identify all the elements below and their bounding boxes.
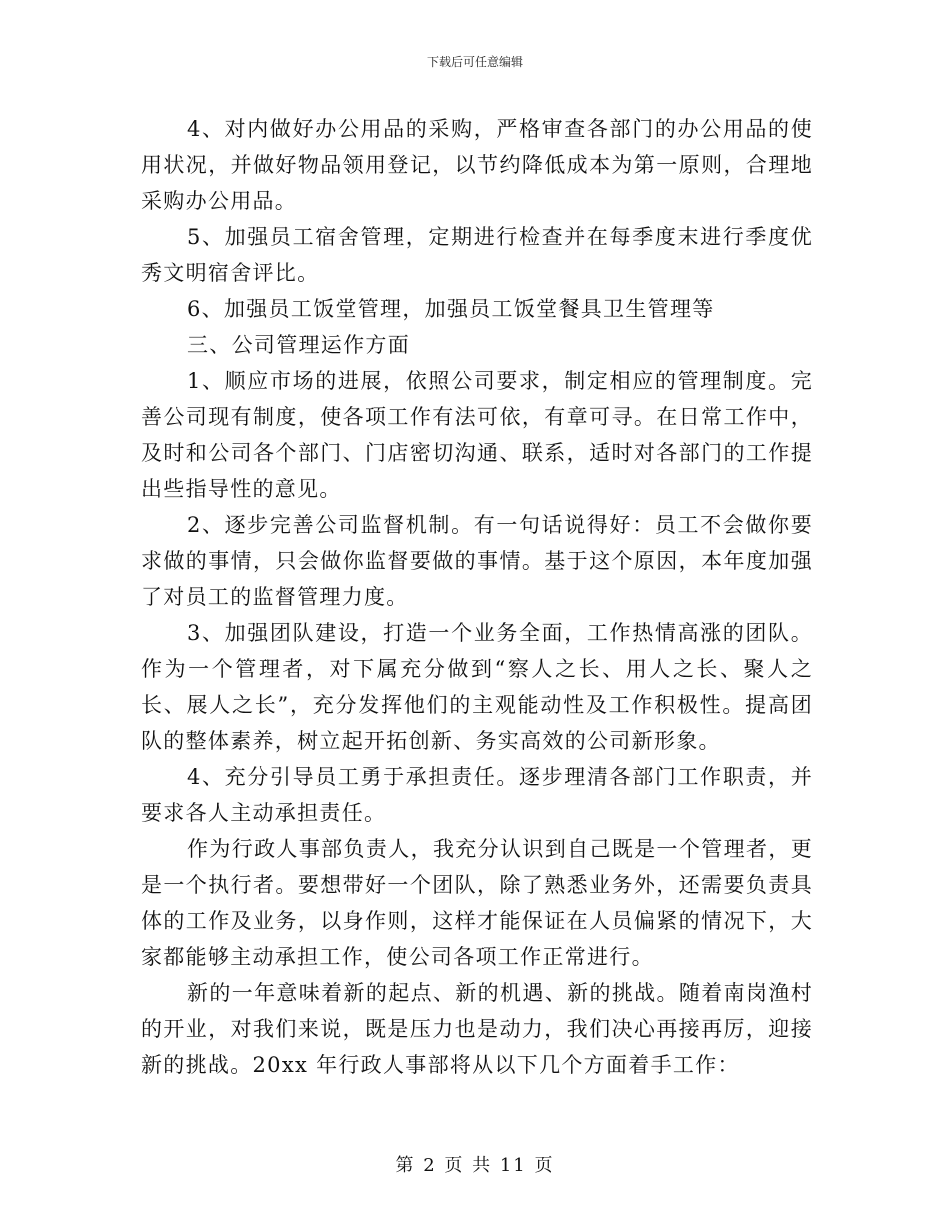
section-heading-management: 三、公司管理运作方面 bbox=[187, 333, 410, 357]
paragraph-team-building: 3、加强团队建设，打造一个业务全面，工作热情高涨的团队。作为一个管理者，对下属充分做到“察人之长、用人之长、聚人之长、展人之长”，充分发挥他们的主观能动性及工作积极性。提高团队的整体素养，树立起开拓创新、务实高效的公司新形象。 bbox=[141, 621, 813, 753]
paragraph-supervision: 2、逐步完善公司监督机制。有一句话说得好：员工不会做你要求做的事情，只会做你监督要做的事情。基于这个原因，本年度加强了对员工的监督管理力度。 bbox=[141, 513, 813, 609]
paragraph-leader-role: 作为行政人事部负责人，我充分认识到自己既是一个管理者，更是一个执行者。要想带好一个团队，除了熟悉业务外，还需要负责具体的工作及业务，以身作则，这样才能保证在人员偏紧的情况下，大家都能够主动承担工作，使公司各项工作正常进行。 bbox=[141, 837, 813, 969]
paragraph-responsibility: 4、充分引导员工勇于承担责任。逐步理清各部门工作职责，并要求各人主动承担责任。 bbox=[141, 765, 813, 825]
paragraph-canteen: 6、加强员工饭堂管理，加强员工饭堂餐具卫生管理等 bbox=[187, 297, 715, 321]
page-header: 下载后可任意编辑 bbox=[426, 55, 523, 69]
document-body bbox=[141, 111, 813, 1083]
paragraph-new-year: 新的一年意味着新的起点、新的机遇、新的挑战。随着南岗渔村的开业，对我们来说，既是压力也是动力，我们决心再接再厉，迎接新的挑战。20xx 年行政人事部将从以下几个方面着手工作： bbox=[141, 981, 813, 1077]
paragraph-dormitory: 5、加强员工宿舍管理，定期进行检查并在每季度末进行季度优秀文明宿舍评比。 bbox=[141, 225, 813, 285]
page-number: 第 2 页 共 11 页 bbox=[395, 1155, 555, 1176]
paragraph-office-supplies: 4、对内做好办公用品的采购，严格审查各部门的办公用品的使用状况，并做好物品领用登记，以节约降低成本为第一原则，合理地采购办公用品。 bbox=[141, 117, 813, 213]
paragraph-management-system: 1、顺应市场的进展，依照公司要求，制定相应的管理制度。完善公司现有制度，使各项工作有法可依，有章可寻。在日常工作中，及时和公司各个部门、门店密切沟通、联系，适时对各部门的工作提出些指导性的意见。 bbox=[141, 369, 813, 501]
